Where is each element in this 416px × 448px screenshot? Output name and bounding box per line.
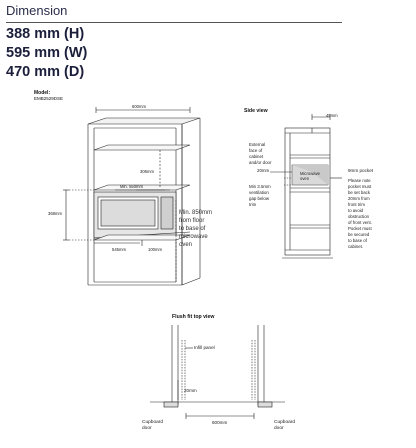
front-min-width-label: Min. 550mm	[120, 184, 144, 189]
dimension-height: 388 mm (H)	[6, 26, 85, 42]
front-gap-label: 306mm	[140, 169, 154, 174]
model-code: EMB2529DSE	[34, 96, 64, 101]
section-title: Dimension	[6, 3, 68, 18]
top-gap-label: 20mm	[184, 388, 197, 393]
top-infill-label: Infill panel	[194, 345, 215, 350]
side-pocket-title: 9mm pocket	[348, 168, 374, 173]
side-view-diagram	[270, 114, 342, 258]
side-cabinet-text: External face of cabinet and/or door	[249, 142, 272, 165]
dimension-depth: 470 mm (D)	[6, 64, 85, 80]
top-view-title: Flush fit top view	[172, 314, 215, 320]
front-min-height-text: Min. 850mm from floor to base of microwave oven	[179, 210, 213, 248]
front-view-diagram	[63, 107, 200, 285]
dimension-width: 595 mm (W)	[6, 45, 88, 61]
side-oven-text: Microwave oven	[300, 171, 321, 181]
side-vent-text: Min 3.5mm ventilation gap below trim	[249, 184, 271, 207]
top-right-door-text: Cupboard door	[274, 420, 296, 431]
top-left-door-text: Cupboard door	[142, 420, 164, 431]
side-note-text: Please note pocket must be set back 20mm from front trim to avoid obstruction of front vent. Pocket must be secured to base of cabinet.	[348, 178, 372, 249]
front-inner-width-label: 545mm	[112, 247, 126, 252]
front-height-label: 368mm	[48, 211, 62, 216]
side-pocket-gap-label: 20mm	[257, 168, 270, 173]
front-width-label: 600mm	[132, 104, 146, 109]
side-depth-label: 45mm	[326, 113, 338, 118]
top-view-diagram	[150, 325, 285, 419]
front-base-label: 100mm	[148, 247, 162, 252]
top-width-label: 600mm	[212, 420, 228, 425]
model-label: Model:	[34, 90, 51, 96]
side-view-title: Side view	[244, 108, 268, 114]
